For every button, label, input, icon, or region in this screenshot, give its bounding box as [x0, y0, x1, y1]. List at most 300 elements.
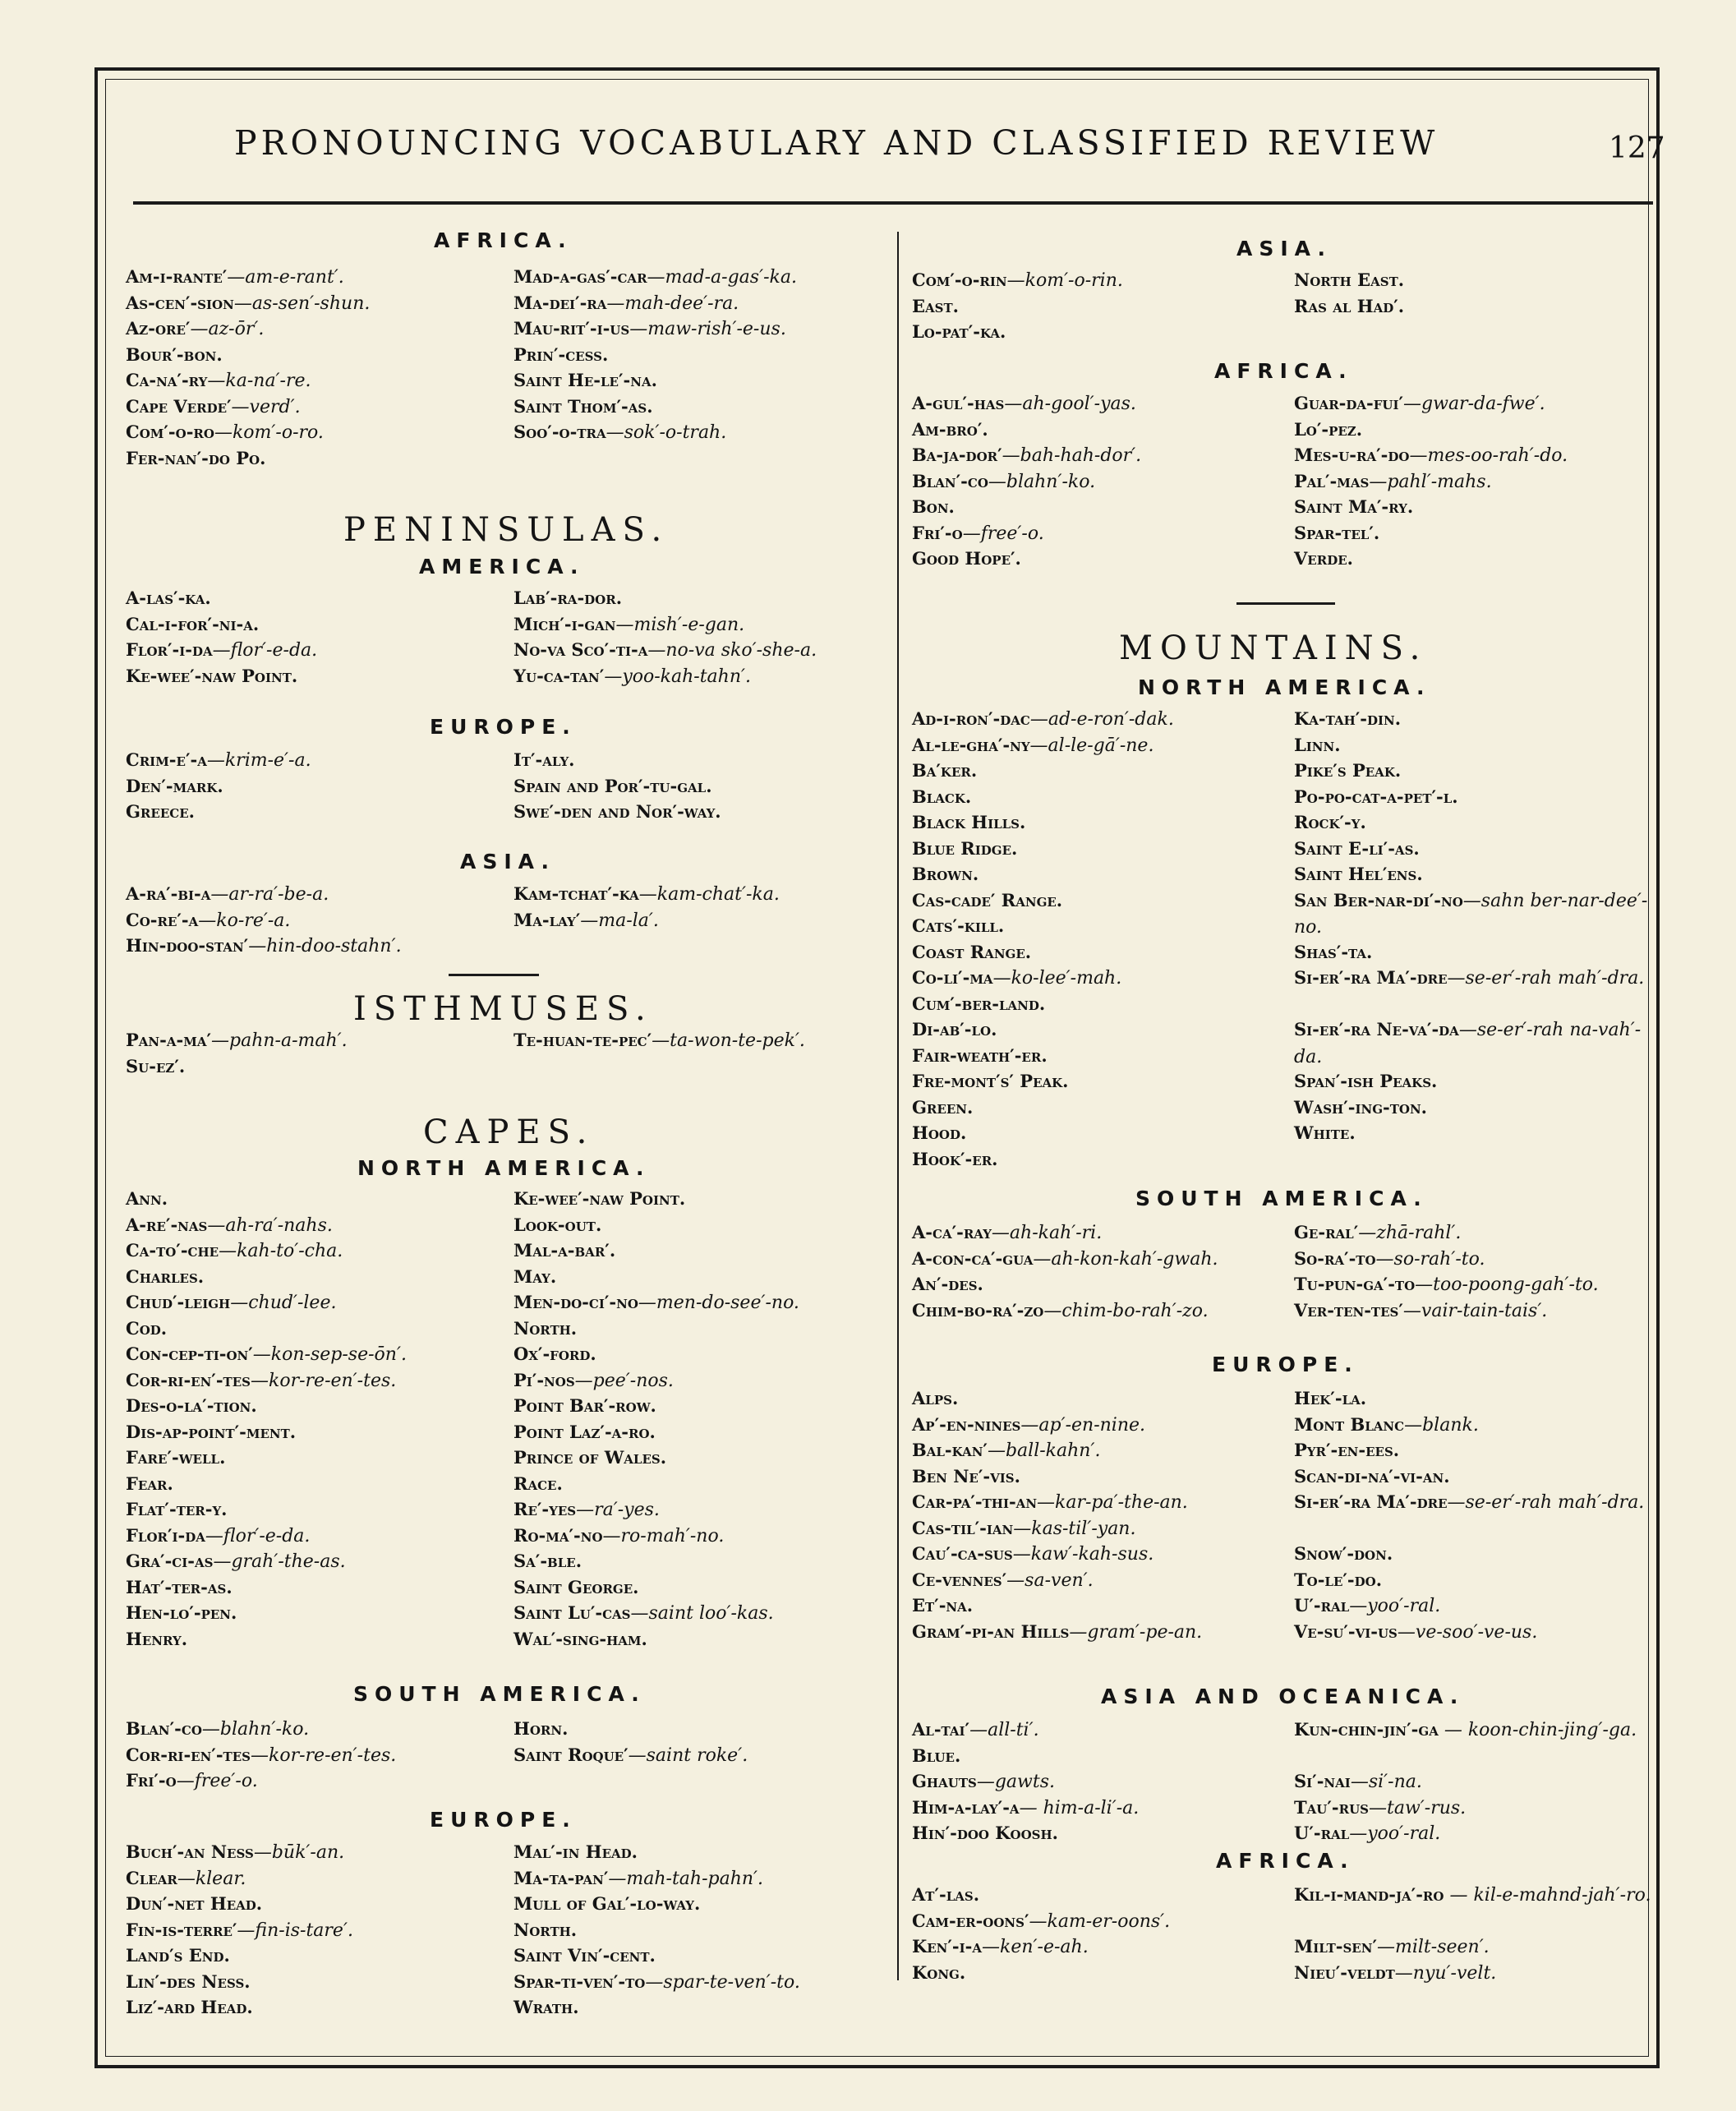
vocab-entry [912, 1515, 1202, 1542]
vocab-entry [126, 264, 370, 290]
heading-mountains-africa: AFRICA. [1216, 1849, 1355, 1873]
entry-pronunciation: —kor-re-en′-tes. [251, 1745, 397, 1766]
vocab-entry [126, 1943, 353, 1969]
entry-term: Mich′-i-gan [513, 613, 616, 634]
entry-term: Saint E-li′-as. [1294, 837, 1420, 859]
entry-pronunciation: —mah-dee′-ra. [606, 293, 739, 314]
entry-term: Cor-ri-en′-tes [126, 1744, 251, 1765]
entry-term: Blan′-co [126, 1718, 202, 1739]
entry-term: Ke-wee′-naw Point. [126, 665, 298, 686]
entry-term: Clear [126, 1867, 177, 1888]
entry-term: Ve-su′-vi-us [1294, 1620, 1398, 1642]
entry-term: Cape Verde′ [126, 395, 232, 417]
vocab-entry [513, 1839, 800, 1865]
vocab-entry [1294, 758, 1668, 784]
vocab-entry [1294, 1768, 1668, 1795]
entry-term: Fre-mont′s′ Peak. [912, 1071, 1069, 1091]
vocab-entry [1294, 1016, 1668, 1068]
vocab-entry [126, 1716, 396, 1742]
entry-term: Hat′-ter-as. [126, 1576, 233, 1597]
entry-pronunciation: —zhā-rahl′. [1358, 1223, 1462, 1243]
vocab-entry [912, 1016, 1174, 1043]
entry-term: Cas-cade′ Range. [912, 889, 1063, 910]
entry-pronunciation: —kas-til′-yan. [1013, 1518, 1136, 1539]
entry-term: Ma-dei′-ra [513, 292, 607, 313]
vocab-entry [126, 1471, 407, 1497]
entry-pronunciation: —si′-na. [1350, 1772, 1422, 1792]
entry-term: Swe′-den and Nor′-way. [513, 801, 721, 822]
entry-pronunciation: —ko-re′-a. [198, 910, 291, 931]
entry-pronunciation: —ta-won-te-pek′. [652, 1030, 805, 1051]
vocab-entry [1294, 965, 1668, 1016]
entry-term: Des-o-la′-tion. [126, 1395, 257, 1416]
entry-term: Ad-i-ron′-dac [912, 708, 1030, 729]
vocab-entry [1294, 861, 1668, 887]
heading-peninsulas-america: AMERICA. [419, 555, 585, 578]
entry-pronunciation: —sok′-o-trah. [606, 422, 727, 443]
vocab-entry [1294, 1412, 1668, 1438]
vocab-entry [513, 773, 721, 800]
vocab-entry [1294, 1592, 1668, 1619]
entry-term: Soo′-o-tra [513, 422, 606, 442]
vocab-entry [126, 881, 402, 907]
entry-term: Den′-mark. [126, 775, 223, 796]
entry-pronunciation: —se-er′-rah mah′-dra. [1447, 1492, 1645, 1513]
entry-pronunciation: —mes-oo-rah′-do. [1409, 445, 1568, 466]
entry-term: A-las′-ka. [126, 588, 211, 608]
vocab-entry [513, 290, 797, 316]
entry-term: Fear. [126, 1473, 173, 1494]
vocab-entry [126, 342, 370, 368]
entry-pronunciation: —taw′-rus. [1368, 1797, 1467, 1818]
entry-pronunciation: —men-do-see′-no. [638, 1293, 799, 1313]
entry-term: Fri′-o [912, 522, 963, 543]
entry-term: Flor′i-da [126, 1524, 205, 1546]
entry-pronunciation: —kar-pa′-the-an. [1037, 1492, 1188, 1513]
entry-term: Cats′-kill. [912, 915, 1005, 936]
vocab-entry [513, 1891, 800, 1917]
list-capes-europe-col2 [513, 1839, 800, 2021]
entry-term: Men-do-ci′-no [513, 1292, 638, 1312]
heading-capes-africa: AFRICA. [1214, 359, 1353, 383]
entry-pronunciation: —kaw′-kah-sus. [1012, 1544, 1154, 1565]
vocab-entry [126, 663, 317, 689]
entry-pronunciation: —se-er′-rah na-vah′-da. [1294, 1020, 1642, 1067]
heading-peninsulas-europe: EUROPE. [430, 715, 577, 739]
entry-term: Point Laz′-a-ro. [513, 1421, 656, 1442]
vocab-entry [513, 394, 797, 420]
vocab-entry [513, 1316, 799, 1342]
vocab-entry [912, 390, 1141, 417]
list-mountains-europe-col1 [912, 1385, 1202, 1644]
entry-term: Guar-da-fui′ [1294, 393, 1404, 413]
entry-term: Ver-ten-tes′ [1294, 1299, 1403, 1321]
entry-term: Mad-a-gas′-car [513, 266, 647, 287]
entry-term: Gra′-ci-as [126, 1551, 214, 1571]
entry-pronunciation: —ad-e-ron′-dak. [1029, 709, 1174, 730]
entry-term: Ca-to′-che [126, 1240, 219, 1261]
vocab-entry [126, 907, 402, 933]
entry-pronunciation: —klear. [177, 1868, 246, 1889]
vocab-entry [1294, 1717, 1668, 1768]
column-divider [897, 232, 899, 1980]
entry-term: It′-aly. [513, 749, 575, 770]
entry-term: Pi′-nos [513, 1369, 575, 1390]
entry-pronunciation: —blahn′-ko. [988, 471, 1096, 492]
entry-term: Pike′s Peak. [1294, 760, 1402, 781]
entry-pronunciation: —kom′-o-ro. [214, 422, 324, 443]
entry-term: Mau-rit′-i-us [513, 318, 630, 339]
vocab-entry [513, 1367, 799, 1394]
vocab-entry [126, 1341, 407, 1367]
entry-term: Pal′-mas [1294, 470, 1370, 491]
vocab-entry [513, 1917, 800, 1943]
vocab-entry [126, 1264, 407, 1290]
entry-term: Spain and Por′-tu-gal. [513, 775, 712, 796]
vocab-entry [912, 1934, 1170, 1960]
entry-term: Et′-na. [912, 1595, 974, 1616]
vocab-entry [1294, 546, 1568, 572]
vocab-entry [1294, 1934, 1668, 1960]
entry-pronunciation: —ra′-yes. [576, 1500, 660, 1520]
vocab-entry [126, 1839, 353, 1865]
vocab-entry [513, 1626, 799, 1652]
entry-term: At′-las. [912, 1884, 980, 1905]
entry-term: Fin-is-terre′ [126, 1919, 237, 1940]
entry-term: A-re′-nas [126, 1214, 208, 1235]
entry-term: Hood. [912, 1122, 967, 1143]
vocab-entry [912, 293, 1123, 320]
entry-term: Com′-o-ro [126, 422, 214, 442]
list-mountains-north-america-col1 [912, 706, 1174, 1172]
vocab-entry [912, 939, 1174, 966]
list-capes-south-america-col2 [513, 1716, 748, 1768]
entry-pronunciation: —spar-te-ven′-to. [645, 1971, 800, 1993]
vocab-entry [1294, 1297, 1599, 1324]
entry-pronunciation: —krim-e′-a. [206, 750, 311, 771]
vocab-entry [1294, 706, 1668, 732]
entry-term: Charles. [126, 1265, 205, 1287]
entry-term: U′-ral [1294, 1823, 1350, 1843]
entry-term: Spar-ti-ven′-to [513, 1970, 646, 1992]
section-divider [449, 974, 539, 976]
entry-term: Co-re′-a [126, 909, 199, 930]
entry-term: Sa′-ble. [513, 1551, 583, 1571]
entry-term: Di-ab′-lo. [912, 1019, 997, 1039]
vocab-entry [1294, 520, 1568, 546]
vocab-entry [912, 1795, 1139, 1821]
entry-term: Coast Range. [912, 941, 1032, 962]
vocab-entry [912, 1095, 1174, 1121]
list-mountains-africa-col1 [912, 1882, 1170, 1985]
vocab-entry [912, 1068, 1174, 1095]
entry-term: Verde. [1294, 548, 1353, 569]
vocab-entry [513, 799, 721, 825]
entry-term: Hook′-er. [912, 1148, 998, 1169]
entry-term: Te-huan-te-pec′ [513, 1030, 652, 1050]
entry-term: Flat′-ter-y. [126, 1499, 228, 1519]
vocab-entry [912, 1219, 1218, 1246]
entry-term: Tu-pun-ga′-to [1294, 1274, 1416, 1294]
entry-term: Prince of Wales. [513, 1447, 667, 1468]
entry-term: Saint Ma′-ry. [1294, 496, 1414, 517]
entry-term: Scan-di-na′-vi-an. [1294, 1465, 1450, 1486]
vocab-entry [126, 1238, 407, 1264]
entry-term: Henry. [126, 1628, 188, 1649]
entry-term: Ka-tah′-din. [1294, 708, 1402, 729]
vocab-entry [513, 1445, 799, 1471]
entry-pronunciation: —gwar-da-fwe′. [1403, 394, 1545, 414]
list-capes-africa-col1 [912, 390, 1141, 572]
entry-pronunciation: —ken′-e-ah. [982, 1937, 1089, 1957]
entry-pronunciation: —free′-o. [176, 1771, 258, 1791]
vocab-entry [912, 1592, 1202, 1619]
vocab-entry [513, 747, 721, 773]
entry-pronunciation: —am-e-rant′. [227, 267, 344, 288]
list-capes-asia-col1 [912, 267, 1123, 345]
entry-term: Kun-chin-jin′-ga [1294, 1719, 1439, 1740]
entry-term: An′-des. [912, 1274, 983, 1294]
list-capes-north-america-col1 [126, 1186, 407, 1652]
vocab-entry [126, 445, 370, 472]
vocab-entry [126, 747, 311, 773]
entry-term: Hek′-la. [1294, 1388, 1367, 1408]
vocab-entry [912, 494, 1141, 520]
vocab-entry [513, 1548, 799, 1574]
vocab-entry [912, 1882, 1170, 1908]
vocab-entry [1294, 1095, 1668, 1121]
entry-pronunciation: —ve-soo′-ve-us. [1397, 1621, 1538, 1643]
list-mountains-asia-oceanica-col2 [1294, 1717, 1668, 1846]
vocab-entry [513, 264, 797, 290]
entry-term: Fer-nan′-do Po. [126, 447, 266, 468]
vocab-entry [513, 1186, 799, 1212]
vocab-entry [513, 1574, 799, 1601]
vocab-entry [513, 1471, 799, 1497]
vocab-entry [912, 1146, 1174, 1173]
heading-capes-south-america: SOUTH AMERICA. [353, 1682, 646, 1706]
entry-term: Blan′-co [912, 470, 988, 491]
section-divider [1236, 602, 1335, 605]
entry-term: North. [513, 1919, 578, 1940]
vocab-entry [126, 1496, 407, 1523]
vocab-entry [912, 784, 1174, 810]
vocab-entry [126, 1053, 348, 1080]
vocab-entry [513, 1865, 800, 1892]
section-title-peninsulas: PENINSULAS. [343, 511, 670, 549]
entry-term: As-cen′-sion [126, 292, 234, 313]
vocab-entry [1294, 267, 1404, 293]
vocab-entry [513, 611, 817, 638]
heading-capes-europe: EUROPE. [430, 1808, 577, 1832]
entry-pronunciation: —ko-lee′-mah. [992, 968, 1122, 989]
entry-term: No-va Sco′-ti-a [513, 639, 648, 660]
list-peninsulas-america-col2 [513, 585, 817, 689]
entry-term: Race. [513, 1473, 563, 1494]
vocab-entry [912, 861, 1174, 887]
vocab-entry [912, 991, 1174, 1017]
vocab-entry [513, 881, 780, 907]
entry-term: Saint Vin′-cent. [513, 1945, 656, 1966]
vocab-entry [1294, 1541, 1668, 1567]
entry-term: Look-out. [513, 1214, 602, 1235]
vocab-entry [912, 1437, 1202, 1463]
vocab-entry [912, 1297, 1218, 1324]
entry-pronunciation: —ah-kah′-ri. [991, 1223, 1103, 1243]
vocab-entry [126, 1316, 407, 1342]
vocab-entry [513, 907, 780, 933]
entry-term: Flor′-i-da [126, 639, 213, 660]
entry-term: Brown. [912, 864, 979, 884]
entry-term: Snow′-don. [1294, 1543, 1393, 1564]
vocab-entry [1294, 468, 1568, 495]
entry-term: Ro-ma′-no [513, 1524, 603, 1546]
entry-term: Mont Blanc [1294, 1413, 1405, 1435]
vocab-entry [513, 1212, 799, 1238]
entry-term: U′-ral [1294, 1595, 1350, 1616]
vocab-entry [1294, 732, 1668, 758]
vocab-entry [1294, 1619, 1668, 1645]
entry-term: Com′-o-rin [912, 270, 1007, 290]
vocab-entry [513, 1496, 799, 1523]
heading-peninsulas-asia: ASIA. [460, 850, 555, 873]
entry-pronunciation: —az-ōr′. [190, 319, 265, 339]
vocab-entry [513, 1523, 799, 1549]
list-isthmuses-col1 [126, 1027, 348, 1079]
entry-term: Ge-ral′ [1294, 1222, 1359, 1242]
vocab-entry [513, 342, 797, 368]
vocab-entry [126, 1419, 407, 1445]
entry-pronunciation: —pee′-nos. [574, 1370, 674, 1391]
entry-pronunciation: —chim-bo-rah′-zo. [1043, 1300, 1209, 1321]
entry-pronunciation: —verd′. [231, 396, 301, 417]
entry-pronunciation: —saint loo′-kas. [630, 1603, 774, 1624]
entry-pronunciation: —se-er′-rah mah′-dra. [1447, 968, 1645, 989]
entry-term: Po-po-cat-a-pet′-l. [1294, 786, 1458, 807]
vocab-entry [126, 773, 311, 800]
vocab-entry [912, 758, 1174, 784]
entry-term: Al-le-gha′-ny [912, 734, 1030, 755]
entry-pronunciation: —ah-gool′-yas. [1004, 394, 1136, 414]
entry-term: Co-li′-ma [912, 967, 993, 988]
entry-term: Milt-sen′ [1294, 1936, 1377, 1957]
vocab-entry [912, 1120, 1174, 1146]
entry-term: Blue. [912, 1745, 961, 1766]
entry-term: Rock′-y. [1294, 812, 1366, 832]
list-peninsulas-asia-col2 [513, 881, 780, 933]
entry-pronunciation: —yoo-kah-tahn′. [604, 666, 751, 687]
entry-term: Fair-weath′-er. [912, 1044, 1048, 1066]
vocab-entry [1294, 1960, 1668, 1986]
vocab-entry [1294, 1795, 1668, 1821]
vocab-entry [912, 1489, 1202, 1515]
entry-term: A-ca′-ray [912, 1222, 992, 1242]
entry-term: Si-er′-ra Ma′-dre [1294, 1491, 1448, 1512]
entry-pronunciation: —as-sen′-shun. [233, 293, 371, 314]
entry-pronunciation: —free′-o. [962, 523, 1044, 544]
vocab-entry [126, 933, 402, 959]
entry-pronunciation: —ball-kahn′. [987, 1440, 1101, 1461]
entry-pronunciation: —gram′-pe-an. [1069, 1621, 1203, 1643]
heading-mountains-europe: EUROPE. [1212, 1353, 1359, 1376]
entry-pronunciation: —ka-na′-re. [207, 371, 311, 391]
entry-pronunciation: —blank. [1404, 1414, 1479, 1436]
vocab-entry [1294, 1219, 1599, 1246]
entry-term: Saint Hel′ens. [1294, 864, 1423, 884]
entry-term: Dun′-net Head. [126, 1893, 263, 1914]
entry-pronunciation: —ar-ra′-be-a. [210, 884, 329, 905]
vocab-entry [513, 419, 797, 445]
entry-pronunciation: —kor-re-en′-tes. [251, 1370, 397, 1391]
entry-term: Crim-e′-a [126, 749, 207, 770]
vocab-entry [126, 1523, 407, 1549]
vocab-entry [912, 417, 1141, 443]
vocab-entry [513, 1238, 799, 1264]
vocab-entry [912, 965, 1174, 991]
vocab-entry [513, 1969, 800, 1995]
entry-pronunciation: —ah-kon-kah′-gwah. [1033, 1248, 1218, 1270]
entry-term: Yu-ca-tan′ [513, 665, 605, 686]
vocab-entry [513, 637, 817, 663]
entry-term: Bal-kan′ [912, 1440, 988, 1460]
vocab-entry [513, 585, 817, 611]
entry-pronunciation: —sa-ven′. [1006, 1569, 1094, 1591]
entry-term: Liz′-ard Head. [126, 1997, 253, 2017]
vocab-entry [912, 520, 1141, 546]
entry-pronunciation: —hin-doo-stahn′. [248, 936, 402, 956]
vocab-entry [513, 1289, 799, 1316]
list-capes-south-america-col1 [126, 1716, 396, 1794]
entry-term: Ann. [126, 1188, 168, 1209]
vocab-entry [126, 1768, 396, 1794]
entry-term: A-con-ca′-gua [912, 1247, 1034, 1269]
vocab-entry [912, 1619, 1202, 1645]
entry-pronunciation: — him-a-li′-a. [1019, 1797, 1140, 1818]
vocab-entry [1294, 1120, 1668, 1146]
entry-term: Lo′-pez. [1294, 418, 1363, 440]
vocab-entry [912, 1043, 1174, 1069]
vocab-entry [513, 1943, 800, 1969]
entry-term: Hin-doo-stan′ [126, 935, 249, 956]
list-mountains-south-america-col1 [912, 1219, 1218, 1323]
vocab-entry [126, 1600, 407, 1626]
vocab-entry [912, 1541, 1202, 1567]
entry-term: Saint Lu′-cas [513, 1602, 631, 1623]
entry-term: Ma-ta-pan′ [513, 1867, 609, 1888]
vocab-entry [912, 1567, 1202, 1593]
entry-term: Wal′-sing-ham. [513, 1628, 647, 1649]
entry-pronunciation: —mad-a-gas′-ka. [647, 267, 797, 288]
vocab-entry [1294, 887, 1668, 939]
heading-capes-asia: ASIA. [1236, 237, 1332, 260]
entry-term: Ma-lay′ [513, 909, 581, 930]
list-mountains-europe-col2 [1294, 1385, 1668, 1644]
vocab-entry [126, 1393, 407, 1419]
vocab-entry [912, 1820, 1139, 1846]
vocab-entry [513, 1027, 805, 1053]
entry-term: Lin′-des Ness. [126, 1970, 251, 1992]
entry-term: North. [513, 1317, 578, 1339]
vocab-entry [912, 319, 1123, 345]
entry-pronunciation: —bah-hah-dor′. [1002, 445, 1142, 466]
vocab-entry [912, 706, 1174, 732]
vocab-entry [126, 1445, 407, 1471]
vocab-entry [126, 585, 317, 611]
list-africa-col1 [126, 264, 370, 471]
vocab-entry [126, 1969, 353, 1995]
entry-term: Chud′-leigh [126, 1292, 231, 1312]
entry-pronunciation: — koon-chin-jing′-ga. [1438, 1720, 1637, 1740]
